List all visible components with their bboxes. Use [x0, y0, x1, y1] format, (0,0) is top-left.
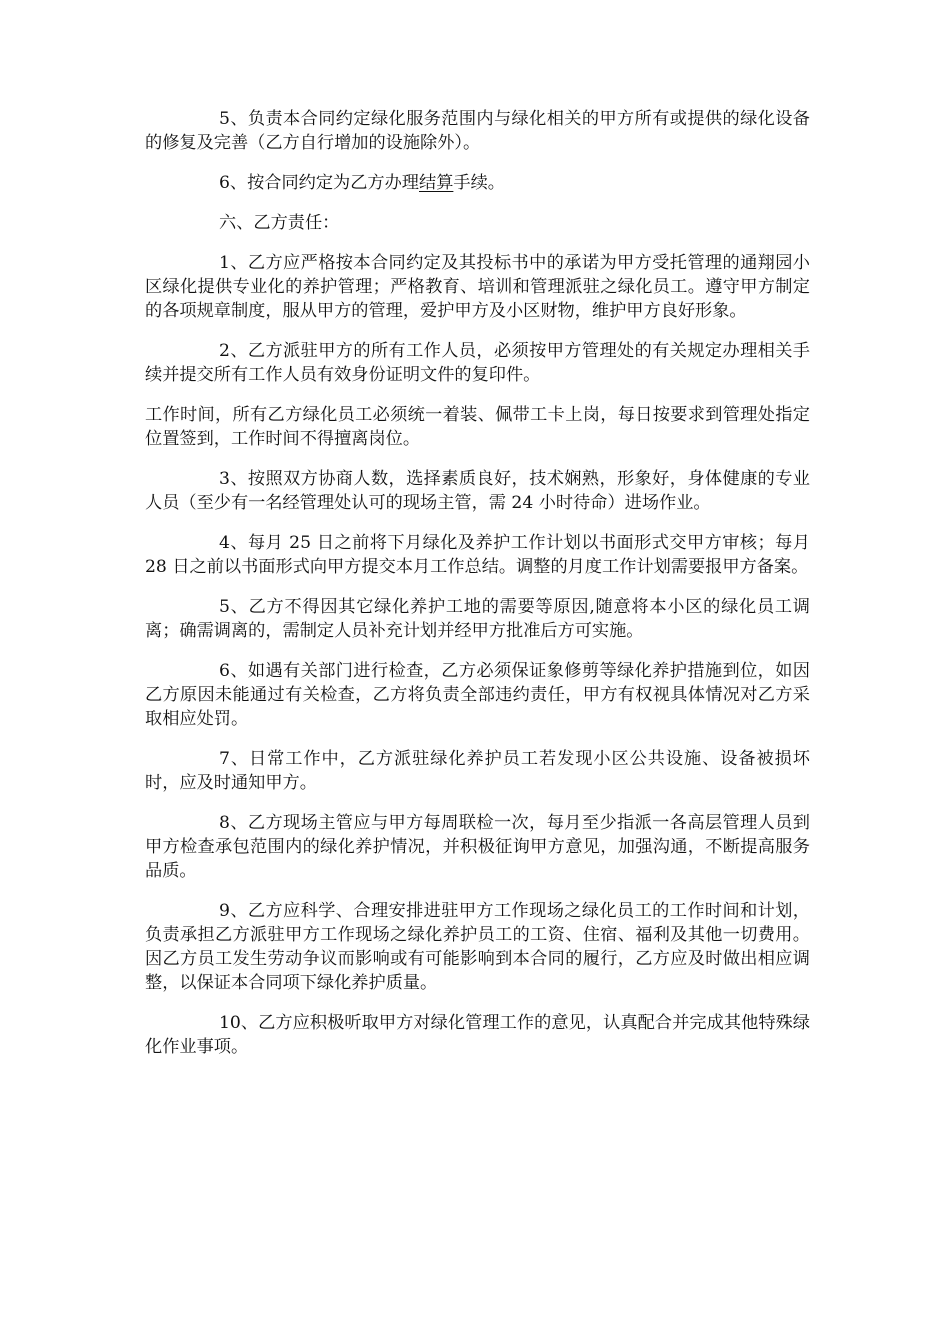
paragraph-text: 6、按合同约定为乙方办理: [219, 173, 419, 193]
paragraph-duty-5: 5、乙方不得因其它绿化养护工地的需要等原因,随意将本小区的绿化员工调离；确需调离的，需制定人员补充计划并经甲方批准后方可实施。: [145, 597, 810, 641]
paragraph-item-6: [145, 171, 810, 195]
paragraph-duty-3: 3、按照双方协商人数，选择素质良好，技术娴熟，形象好，身体健康的专业人员（至少有一名经管理处认可的现场主管，需 24 小时待命）进场作业。: [145, 469, 810, 513]
underlined-term: 结算: [419, 173, 454, 193]
document-page: [145, 107, 810, 1075]
paragraph-work-time: 工作时间，所有乙方绿化员工必须统一着装、佩带工卡上岗，每日按要求到管理处指定位置签到，工作时间不得擅离岗位。: [145, 405, 810, 449]
paragraph-duty-6: 6、如遇有关部门进行检查，乙方必须保证象修剪等绿化养护措施到位，如因乙方原因未能通过有关检查，乙方将负责全部违约责任，甲方有权视具体情况对乙方采取相应处罚。: [145, 661, 810, 729]
paragraph-duty-7: 7、日常工作中，乙方派驻绿化养护员工若发现小区公共设施、设备被损坏时，应及时通知甲方。: [145, 749, 810, 793]
paragraph-duty-9: 9、乙方应科学、合理安排进驻甲方工作现场之绿化员工的工作时间和计划，负责承担乙方派驻甲方工作现场之绿化养护员工的工资、住宿、福利及其他一切费用。因乙方员工发生劳动争议而影响或有可能影响到本合同的履行，乙方应及时做出相应调整，以保证本合同项下绿化养护质量。: [145, 901, 810, 993]
section-heading: 六、乙方责任：: [219, 213, 340, 233]
paragraph-item-5: 5、负责本合同约定绿化服务范围内与绿化相关的甲方所有或提供的绿化设备的修复及完善（乙方自行增加的设施除外）。: [145, 109, 810, 153]
paragraph-duty-10: 10、乙方应积极听取甲方对绿化管理工作的意见，认真配合并完成其他特殊绿化作业事项。: [145, 1013, 810, 1057]
paragraph-duty-8: 8、乙方现场主管应与甲方每周联检一次，每月至少指派一各高层管理人员到甲方检查承包范围内的绿化养护情况，并积极征询甲方意见，加强沟通，不断提高服务品质。: [145, 813, 810, 881]
paragraph-duty-4: 4、每月 25 日之前将下月绿化及养护工作计划以书面形式交甲方审核；每月 28 日之前以书面形式向甲方提交本月工作总结。调整的月度工作计划需要报甲方备案。: [145, 533, 810, 577]
paragraph-duty-1: 1、乙方应严格按本合同约定及其投标书中的承诺为甲方受托管理的通翔园小区绿化提供专业化的养护管理；严格教育、培训和管理派驻之绿化员工。遵守甲方制定的各项规章制度，服从甲方的管理，爱护甲方及小区财物，维护甲方良好形象。: [145, 253, 810, 321]
paragraph-duty-2: 2、乙方派驻甲方的所有工作人员，必须按甲方管理处的有关规定办理相关手续并提交所有工作人员有效身份证明文件的复印件。: [145, 341, 810, 385]
paragraph-text: 手续。: [453, 173, 505, 193]
